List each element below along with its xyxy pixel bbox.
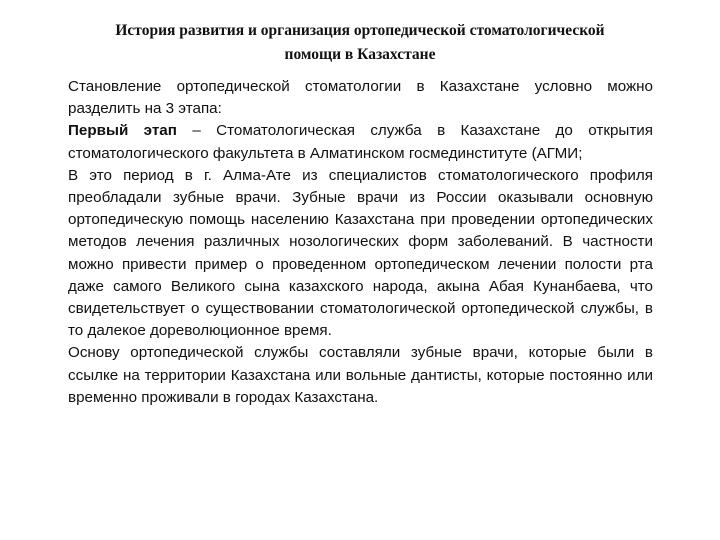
slide-title: [60, 19, 660, 67]
stage1-text: – Стоматологическая служба в Казахстане до открытия стоматологического факультета в Алматинском госмединституте (АГМИ;: [68, 122, 653, 162]
stage1-paragraph: [68, 120, 653, 164]
intro-paragraph: Становление ортопедической стоматологии в Казахстане условно можно разделить на 3 этапа:: [68, 78, 653, 118]
slide-title-line1: История развития и организация ортопедической стоматологической: [115, 22, 605, 39]
stage1-label: Первый этап: [68, 122, 177, 140]
service-basis-paragraph: Основу ортопедической службы составляли зубные врачи, которые были в ссылке на территории Казахстана или вольные дантисты, которые постоянно или временно проживали в городах Казахстана.: [68, 344, 653, 406]
history-paragraph: В это период в г. Алма-Ате из специалистов стоматологического профиля преобладали зубные врачи. Зубные врачи из России оказывали основную ортопедическую помощь населению Казахстана при проведении ортопедических методов лечения различных нозологических форм заболеваний. В частности можно привести пример о проведенном ортопедическом лечении полости рта даже самого Великого сына казахского народа, акына Абая Кунанбаева, что свидетельствует о существовании стоматологической ортопедической службы, в то далекое дореволюционное время.: [68, 166, 653, 340]
slide-title-line2: помощи в Казахстане: [284, 46, 436, 63]
slide-body: [68, 76, 653, 409]
